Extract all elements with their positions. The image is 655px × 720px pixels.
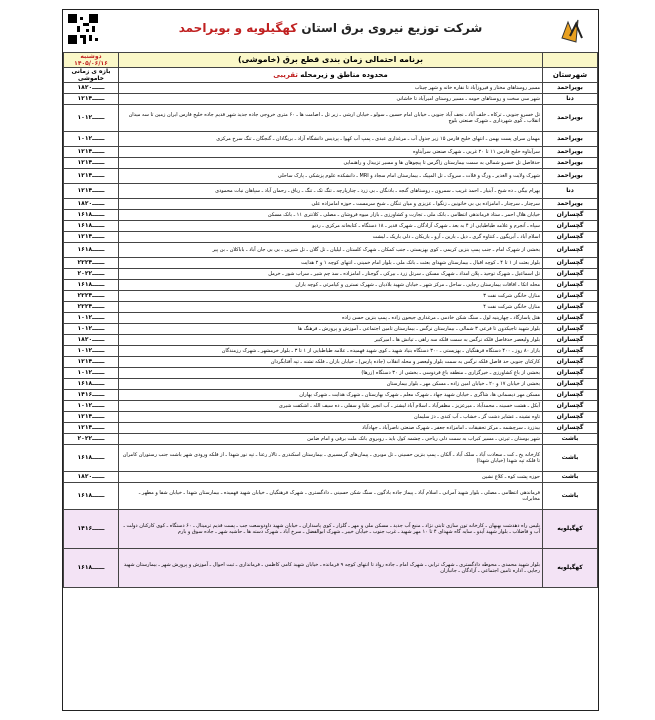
city-cell: گچساران [543, 302, 598, 313]
time-cell: ۱۸ــــــ۲۰ [64, 335, 119, 346]
table-row [64, 269, 598, 280]
area-cell: فرماندهی انتظامی ـ مصلی ـ بلوار شهید آمرانی ـ اسلام آباد ـ پیماژ جاده بادگون ـ سنگ شکن حسینی ـ دادگستری ـ شهرک فرهنگیان ـ خیابان شهید فهمیده ـ بیمارستان شهدا ـ خیابان شفا و مطهر ـ مخابرات [119, 483, 543, 510]
city-cell: گچساران [543, 258, 598, 269]
area-header-main: محدوده مناطق و زیرمحله [297, 71, 388, 79]
city-cell: گچساران [543, 221, 598, 232]
time-cell: ۱۲ــــــ۱۴ [64, 169, 119, 184]
time-cell: ۱۲ــــــ۱۴ [64, 184, 119, 199]
city-header: شهرستان [543, 68, 598, 83]
time-cell: ۱۰ــــــ۱۲ [64, 132, 119, 147]
area-cell: بهرام بیگی ـ ده شیخ ـ آبنیار ـ احمد غریب ـ سمرون ـ روستاهای گنجه ـ بادنگان ـ بی زرد ـ چنارپارچه ـ تنگ تک ـ تنگ ـ رباق ـ رحمان آباد ـ سپاهان نبات محمودی [119, 184, 543, 199]
area-cell: بلوار شهید محمدی ـ محوطه دادگستری ـ شهرک ترابی ـ شهرک امام ـ جاده رواد تا انتهای کوچه ۹ فرمانده ـ خیابان شهید کامی کاظمی ـ فرمانداری ـ ثبت احوال ـ آموزش و پرورش شهر ـ بیمارستان شهید رجایی ـ اداره تامین اجتماعی ـ آزادگان ـ جانبازان [119, 549, 543, 588]
time-cell: ۱۰ــــــ۱۲ [64, 346, 119, 357]
time-cell: ۱۴ــــــ۱۶ [64, 390, 119, 401]
area-cell: مسیر روستاهای مختار و فیروزآباد تا نقاره خانه و شهر چیتاب [119, 83, 543, 94]
table-row [64, 510, 598, 549]
area-cell: شهر سی سخت و روستاهای حومه ـ مسیر روستای امیرآباد تا خاشانی [119, 94, 543, 105]
city-cell: گچساران [543, 232, 598, 243]
table-row [64, 335, 598, 346]
time-cell: ۱۰ــــــ۱۲ [64, 368, 119, 379]
time-cell: ۱۰ــــــ۱۲ [64, 105, 119, 132]
schedule-sheet [62, 9, 599, 711]
city-cell: باشت [543, 472, 598, 483]
area-cell: خیابان هلال احمر ـ ستاد فرماندهی انتظامی ـ بانک ملی ـ تجارت و کشاورزی ـ بازار میوه فروشان ـ مصلی ـ کلانتری ۱۱ ـ بانک مسکن [119, 210, 543, 221]
table-row [64, 158, 598, 169]
table-row [64, 412, 598, 423]
area-cell: بخشی از باغ کشاورزی ـ خیرگزاری ـ منطقه باغ فردوسی ـ بخشی از ۳۰ دستگاه (زرها) [119, 368, 543, 379]
area-cell: منازل خانگی شرکت نفت ۳ [119, 291, 543, 302]
title-main: شرکت توزیع نیروی برق استان [297, 21, 483, 35]
table-row [64, 147, 598, 158]
city-cell: گچساران [543, 324, 598, 335]
page-title [111, 21, 550, 35]
table-row [64, 291, 598, 302]
area-cell: بلوار بعثت از ۱ تا ۴ ـ کوچه اقبال ـ بیمارستان شهدای بعثت ـ بانک ملی ـ بلوار امام خمینی ـ انتهای کوچه ۱ و ۲ هدایت [119, 258, 543, 269]
schedule-table [63, 52, 598, 588]
area-cell: بخشی از شهرک امام ـ جنب پمپ بنزین کریمی ـ کوی بهزیستی ـ جنب کمکان ـ شهرک کلستان ـ لیلیان ـ تل گلان ـ تل شیرین ـ بی بی جان آباد ـ باباکلان ـ بن پیر [119, 243, 543, 258]
city-cell: گچساران [543, 412, 598, 423]
area-cell: بلوار ولیعصر حدفاصل فلکه نرگس به سمت فلکه سه راهی ـ تیانش ها ـ امیرکبیر [119, 335, 543, 346]
area-cell: حوزه پشت کوه ـ کلاغ نشین [119, 472, 543, 483]
time-cell: ۱۲ــــــ۱۴ [64, 94, 119, 105]
day-label: دوشنبه [80, 53, 102, 60]
city-cell: بویراحمد [543, 199, 598, 210]
area-cell: تل اسماعیل ـ شهرک توحید ـ پلان امداد ـ شهرک مسکن ـ سرتل زرد ـ بیرکی ـ گوجنار ـ امامزاده ـ سد چم شیر ـ سراب شور ـ خرمل [119, 269, 543, 280]
time-cell: ۱۶ــــــ۱۸ [64, 221, 119, 232]
table-row [64, 434, 598, 445]
area-cell: سرچنار ـ سرچنار ـ امامزاده بی بی خاتونین ـ زنگوا ـ عزیزی و میان تنگان ـ شیخ سرمست ـ حوزه امامزاده علی [119, 199, 543, 210]
time-cell: ۱۲ــــــ۱۴ [64, 412, 119, 423]
time-header: بازه ی زمانی خاموشی [64, 68, 119, 83]
table-row [64, 83, 598, 94]
city-cell: کهگیلویه [543, 549, 598, 588]
area-cell: حدفاصل تل خسرو شمالی به سمت بیمارستان زاگرس تا پیچوهان ها و مسیر تزبیدل و راهنمایی [119, 158, 543, 169]
table-row [64, 280, 598, 291]
city-cell: بویراحمد [543, 158, 598, 169]
area-cell: محله اتکا ـ اقاقات بیمارستان رجایی ـ ساحل ـ مرکز شهر ـ خیابان شهید بلاذیان ـ شهرک نسترن و کیامرثی ـ کوچه باران [119, 280, 543, 291]
table-row [64, 445, 598, 472]
time-cell: ۱۰ــــــ۱۲ [64, 401, 119, 412]
city-cell: گچساران [543, 368, 598, 379]
table-row [64, 184, 598, 199]
table-row [64, 379, 598, 390]
area-cell: بلوار شهید تاجیکدون تا فرعی ۳ شمالی ـ بیمارستان نرگس ـ بیمارستان تامین اجتماعی ـ آموزش و پرورش ـ فرهنگ ها [119, 324, 543, 335]
title-province: کهگیلویه و بویراحمد [178, 21, 298, 35]
area-cell: بازار ۸۰ روز ـ ۴۰۰ دستگاه فرهنگیان ـ بهزیستی ـ ۳۰۰ دستگاه بنیاد شهید ـ کوی شهید فهمیده ـ علامه طباطبایی از ۱ تا ۳ ـ بلوار خرمشهر ـ شهرک رزمندگان [119, 346, 543, 357]
area-cell: هتل پاسارگاد ـ چهارپنیه لول ـ سنگ شکن خادمی ـ مرغداری جیحون زاده ـ پمپ بنزین حسن زاده [119, 313, 543, 324]
city-cell: باشت [543, 445, 598, 472]
area-cell: بیدزرد ـ سرچشمه ـ مرکز تحقیقات ـ امامزاده جعفر ـ شهرک صنعتی ناصرآباد ـ جهادآباد [119, 423, 543, 434]
table-row [64, 390, 598, 401]
time-cell: ۲۰ــــــ۲۲ [64, 269, 119, 280]
table-row [64, 232, 598, 243]
city-cell: دنا [543, 184, 598, 199]
area-cell: بلیس راه دهدشت بهبهان ـ کارخانه تون سازی ثابتی نژاد ـ منبع آب جدید ـ مسکن ملی و مهر ـ گلزار ـ کوی پاسداران ـ خیابان شهید داودوسعت جب ـ پست قدیم ترمینال ـ ۶۰ دستگاه ـ کوی کارکنان دولت ـ آب و فاضلاب ـ بلوار شهید آیدو ـ سایه گاه شهدای ۴ تا ۱۰ مهر شهید ـ غرب جنوب ـ خیابان خیبر ـ شهرک ابوالفضل ـ سرخ آباد ـ شهرک دسته ها ـ حاشیه شهر ـ جاده سوق و بارم [119, 510, 543, 549]
table-row [64, 221, 598, 232]
area-cell: مهمان سرای پست بهمن ـ انتهای خلیج فارس ۱۵ زیر جدول آب ـ مرغداری عبدی ـ پمپ آب کهوا ـ پردیس دانشگاه آزاد ـ بریگادان ـ گنجگان ـ تنگ سرخ مرکزی [119, 132, 543, 147]
page-header [63, 10, 598, 53]
city-cell: باشت [543, 434, 598, 445]
table-row [64, 302, 598, 313]
table-row [64, 346, 598, 357]
area-cell: بخشی از خیابان ۱۷ و ۲۰ ـ خیابان امین زاده ـ مسکن مهر ـ بلوار بیمارستان [119, 379, 543, 390]
table-row [64, 132, 598, 147]
area-cell: تاوه نشینه ـ عشایر دشت گز ـ خشاب ـ آب کندی ـ دژ سلیمان [119, 412, 543, 423]
city-cell: بویراحمد [543, 83, 598, 94]
city-cell: بویراحمد [543, 132, 598, 147]
city-cell: باشت [543, 483, 598, 510]
time-cell: ۱۶ــــــ۱۸ [64, 445, 119, 472]
time-cell: ۱۸ــــــ۲۰ [64, 472, 119, 483]
time-cell: ۱۶ــــــ۱۸ [64, 379, 119, 390]
city-cell: بویراحمد [543, 169, 598, 184]
city-cell: گچساران [543, 269, 598, 280]
city-cell: گچساران [543, 243, 598, 258]
area-cell: اسلام آباد ـ آبریگون ـ کنتاوه گری ـ دیل ـ بارین ـ آرو ـ بازیکان ـ دلی باریک ـ لیشت [119, 232, 543, 243]
table-row [64, 258, 598, 269]
table-row [64, 357, 598, 368]
area-cell: کارکنان جنوبی حد فاصل فلکه نرگس به سمت بلوار ولیعصر و محله انقلاب (جاده پارس) ـ خیابان بازان ـ فلکه تشنه ـ تپه آفتابگردان [119, 357, 543, 368]
table-row [64, 549, 598, 588]
city-cell: گچساران [543, 291, 598, 302]
city-cell: گچساران [543, 346, 598, 357]
area-cell: شهرک ولایت و الغدیر ـ ورگ و قلات ـ سروک ـ تل المپیک ـ بیمارستان امام سجاد و MRI ـ دانشکده علوم پزشکی ـ پارک ساحلی [119, 169, 543, 184]
area-cell: مسکن مهر دیسمانی ها، شاگری ـ خیابان شهید جهاد ـ شهرک معلم ـ شهرک بهارستان ـ شهرک هدایت ـ شهرک بهاران [119, 390, 543, 401]
city-cell: بویراحمد [543, 147, 598, 158]
table-row [64, 210, 598, 221]
table-row [64, 313, 598, 324]
time-cell: ۱۶ــــــ۱۸ [64, 483, 119, 510]
city-cell: گچساران [543, 357, 598, 368]
area-cell: منازل خانگی شرکت نفت ۴ [119, 302, 543, 313]
city-cell: گچساران [543, 423, 598, 434]
time-cell: ۲۲ــــــ۲۴ [64, 258, 119, 269]
table-row [64, 199, 598, 210]
table-row [64, 105, 598, 132]
column-header-row [64, 68, 598, 83]
qr-code-icon [68, 14, 98, 44]
area-header-red: تقریبی [273, 71, 298, 79]
area-cell: سرآبتاوه خلیج فارس ۱۱ تا ۲۰ غربی ـ شهرک صنعتی سرآبتاوه [119, 147, 543, 158]
time-cell: ۱۶ــــــ۱۸ [64, 549, 119, 588]
time-cell: ۱۸ــــــ۲۰ [64, 83, 119, 94]
city-cell: دنا [543, 94, 598, 105]
time-cell: ۱۰ــــــ۱۲ [64, 324, 119, 335]
company-logo-icon [556, 16, 590, 46]
city-cell: کهگیلویه [543, 510, 598, 549]
table-row [64, 401, 598, 412]
time-cell: ۲۲ــــــ۲۴ [64, 291, 119, 302]
date-label: ۱۴۰۵/۰۶/۱۶ [74, 60, 108, 67]
time-cell: ۱۶ــــــ۱۸ [64, 210, 119, 221]
time-cell: ۱۲ــــــ۱۴ [64, 232, 119, 243]
time-cell: ۱۲ــــــ۱۴ [64, 147, 119, 158]
table-row [64, 472, 598, 483]
program-title-row [64, 53, 598, 68]
area-cell: آبکل ـ هشت خسینه ـ محمدآباد ـ میرعزیز ـ مظفرآباد ـ اسلام آباد لیشتر ـ آب انجیر علیا و سفلی ـ ده سیف الله ـ اشکفت شیری [119, 401, 543, 412]
table-row [64, 368, 598, 379]
empty-corner [543, 53, 598, 68]
city-cell: گچساران [543, 379, 598, 390]
time-cell: ۱۲ــــــ۱۴ [64, 423, 119, 434]
time-cell: ۱۸ــــــ۲۰ [64, 199, 119, 210]
date-cell [64, 53, 119, 68]
area-cell: تل خسرو جنوبی ـ ترکاه ـ خلف آباد ـ نجف آباد جنوبی ـ خیابان امام حسین ـ سولو ـ خیابان ارشی ـ زیر تل ـ اصامت ها ـ ۶۰ متری خروجی جاده جدید شهر قدیم جاده خلیج فارس ایران زمین تا سه میدان انقلاب ـ کوی شهرداری ـ شهرک صنعتی بلوچ [119, 105, 543, 132]
time-cell: ۱۰ــــــ۱۲ [64, 313, 119, 324]
time-cell: ۱۲ــــــ۱۴ [64, 357, 119, 368]
time-cell: ۲۰ــــــ۲۲ [64, 434, 119, 445]
table-row [64, 483, 598, 510]
table-row [64, 243, 598, 258]
area-cell: کارخانه یخ ـ کت ـ سعادت آباد ـ سلک آباد ـ آلکان ـ پمپ بنزین حسینی ـ تل موبری ـ پیمان‌های گرمسیری ـ بیمارستان اسکندری ـ تالار رعنا ـ تپه نور شهدا ـ از فلکه ورودی شهر باشت جنب رستوران کامران تا فلکه تپه شهدا (خیابان شهدا) [119, 445, 543, 472]
city-cell: بویراحمد [543, 105, 598, 132]
area-cell: سپاه ـ آنجرم و علامه طباطبایی از ۴ به بعد ـ شهرک آزادگان ـ شهرک قدیر ـ ۱۸ دستگاه ـ کتابخانه مرکزی ـ ردیو [119, 221, 543, 232]
program-title: برنامه احتمالی زمان بندی قطع برق (خاموشی) [119, 53, 543, 68]
table-row [64, 169, 598, 184]
time-cell: ۲۲ــــــ۲۴ [64, 302, 119, 313]
table-row [64, 324, 598, 335]
city-cell: گچساران [543, 210, 598, 221]
city-cell: گچساران [543, 280, 598, 291]
area-cell: شهر بوستان ـ ثیرتی ـ مسیر کبراب به سمت دلی ریاحی ـ چشمه کول باید ـ روبروی بانک ملت برقی و امام ضامن [119, 434, 543, 445]
table-row [64, 423, 598, 434]
city-cell: گچساران [543, 401, 598, 412]
time-cell: ۱۶ــــــ۱۸ [64, 243, 119, 258]
time-cell: ۱۲ــــــ۱۴ [64, 158, 119, 169]
city-cell: گچساران [543, 390, 598, 401]
table-row [64, 94, 598, 105]
time-cell: ۱۴ــــــ۱۶ [64, 510, 119, 549]
area-header [119, 68, 543, 83]
city-cell: گچساران [543, 335, 598, 346]
city-cell: گچساران [543, 313, 598, 324]
time-cell: ۱۶ــــــ۱۸ [64, 280, 119, 291]
